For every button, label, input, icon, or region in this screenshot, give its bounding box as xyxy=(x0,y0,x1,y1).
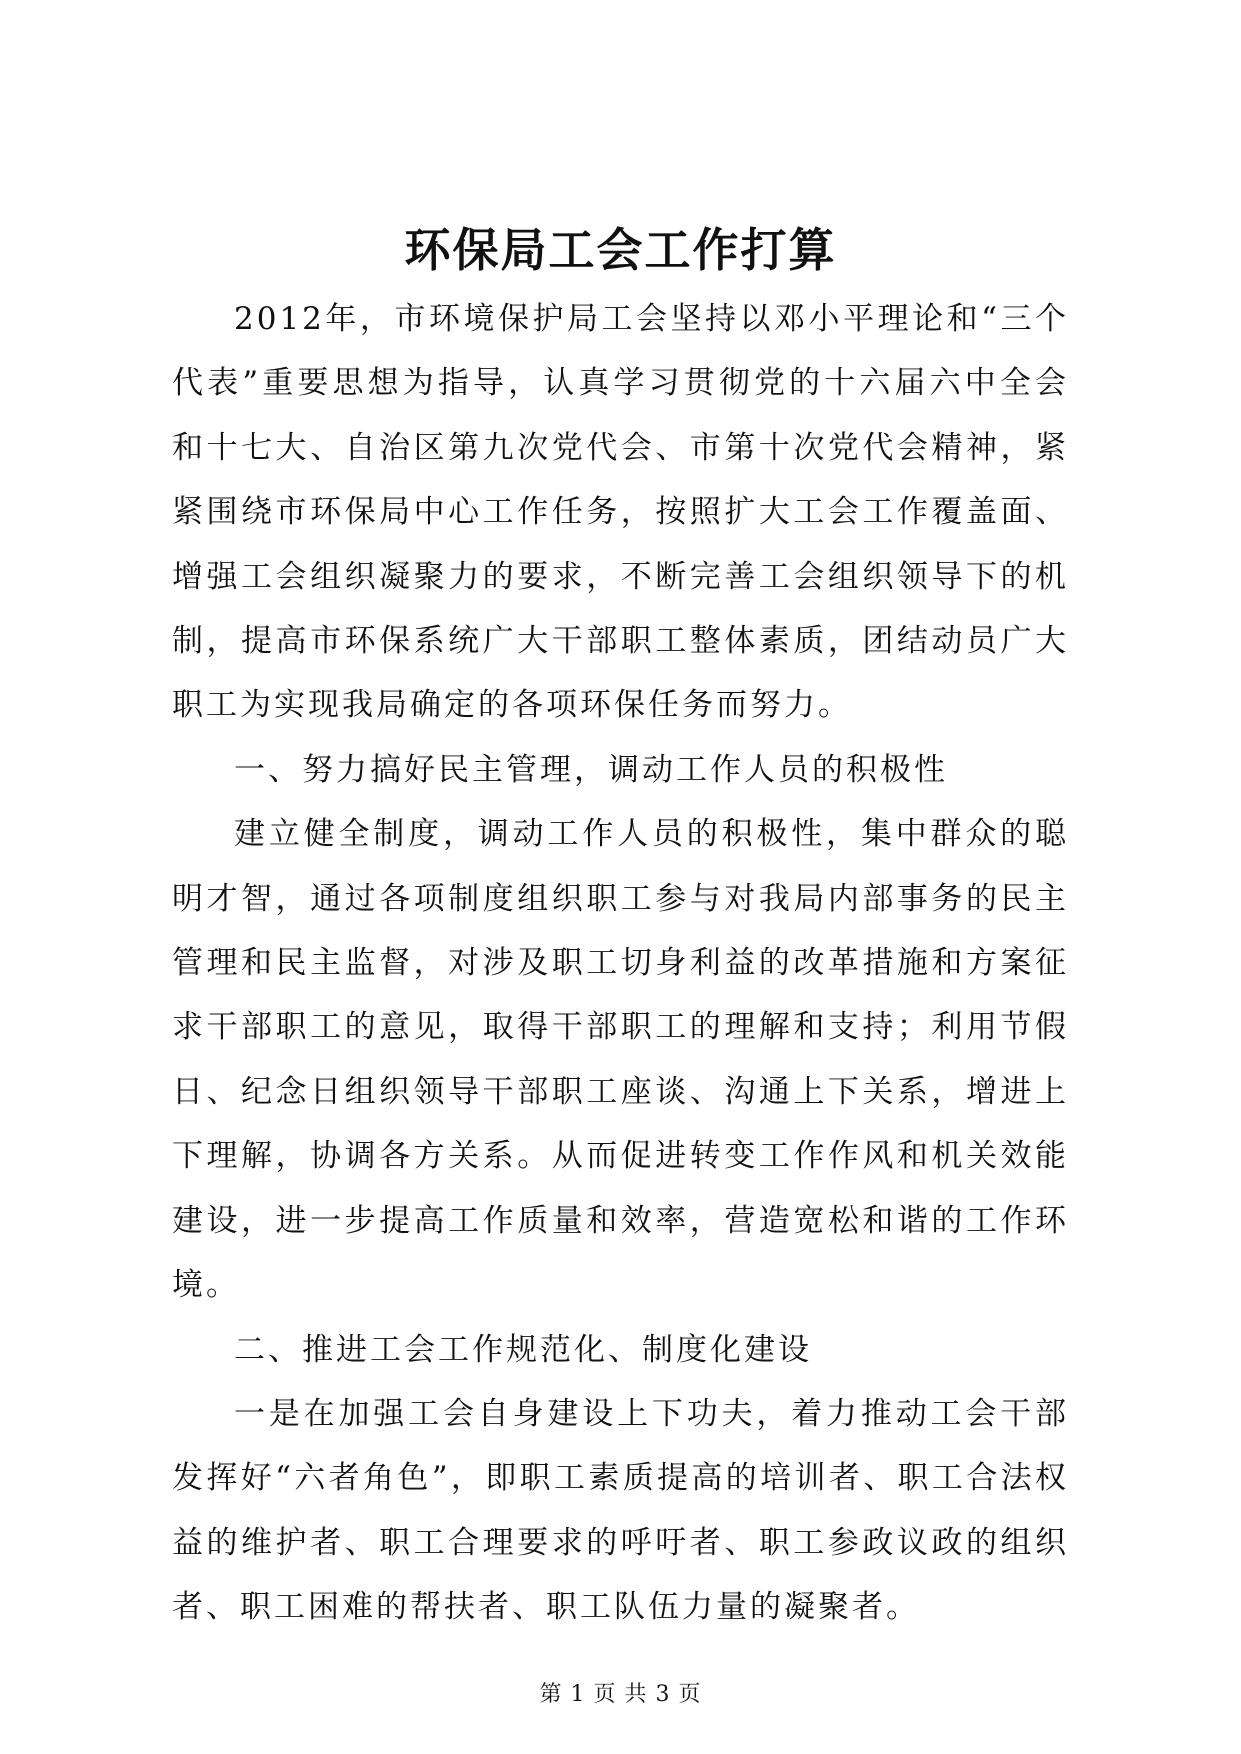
paragraph-section-1: 建立健全制度，调动工作人员的积极性，集中群众的聪明才智，通过各项制度组织职工参与对我局内部事务的民主管理和民主监督，对涉及职工切身利益的改革措施和方案征求干部职工的意见，取得干部职工的理解和支持；利用节假日、纪念日组织领导干部职工座谈、沟通上下关系，增进上下理解，协调各方关系。从而促进转变工作作风和机关效能建设，进一步提高工作质量和效率，营造宽松和谐的工作环境。 xyxy=(172,816,1069,1304)
section-heading-1: 一、努力搞好民主管理，调动工作人员的积极性 xyxy=(234,751,948,788)
document-title: 环保局工会工作打算 xyxy=(404,223,837,277)
page-footer: 第 1 页 共 3 页 xyxy=(539,1682,702,1707)
paragraph-section-2: 一是在加强工会自身建设上下功夫，着力推动工会干部发挥好“六者角色”，即职工素质提高的培训者、职工合法权益的维护者、职工合理要求的呼吁者、职工参政议政的组织者、职工困难的帮扶者、职工队伍力量的凝聚者。 xyxy=(172,1395,1069,1626)
document-body xyxy=(172,287,1069,1640)
section-heading-2: 二、推进工会工作规范化、制度化建设 xyxy=(234,1331,812,1368)
paragraph-intro: 2012年，市环境保护局工会坚持以邓小平理论和“三个代表”重要思想为指导，认真学习贯彻党的十六届六中全会和十七大、自治区第九次党代会、市第十次党代会精神，紧紧围绕市环保局中心工作任务，按照扩大工会工作覆盖面、增强工会组织凝聚力的要求，不断完善工会组织领导下的机制，提高市环保系统广大干部职工整体素质，团结动员广大职工为实现我局确定的各项环保任务而努力。 xyxy=(172,301,1069,724)
